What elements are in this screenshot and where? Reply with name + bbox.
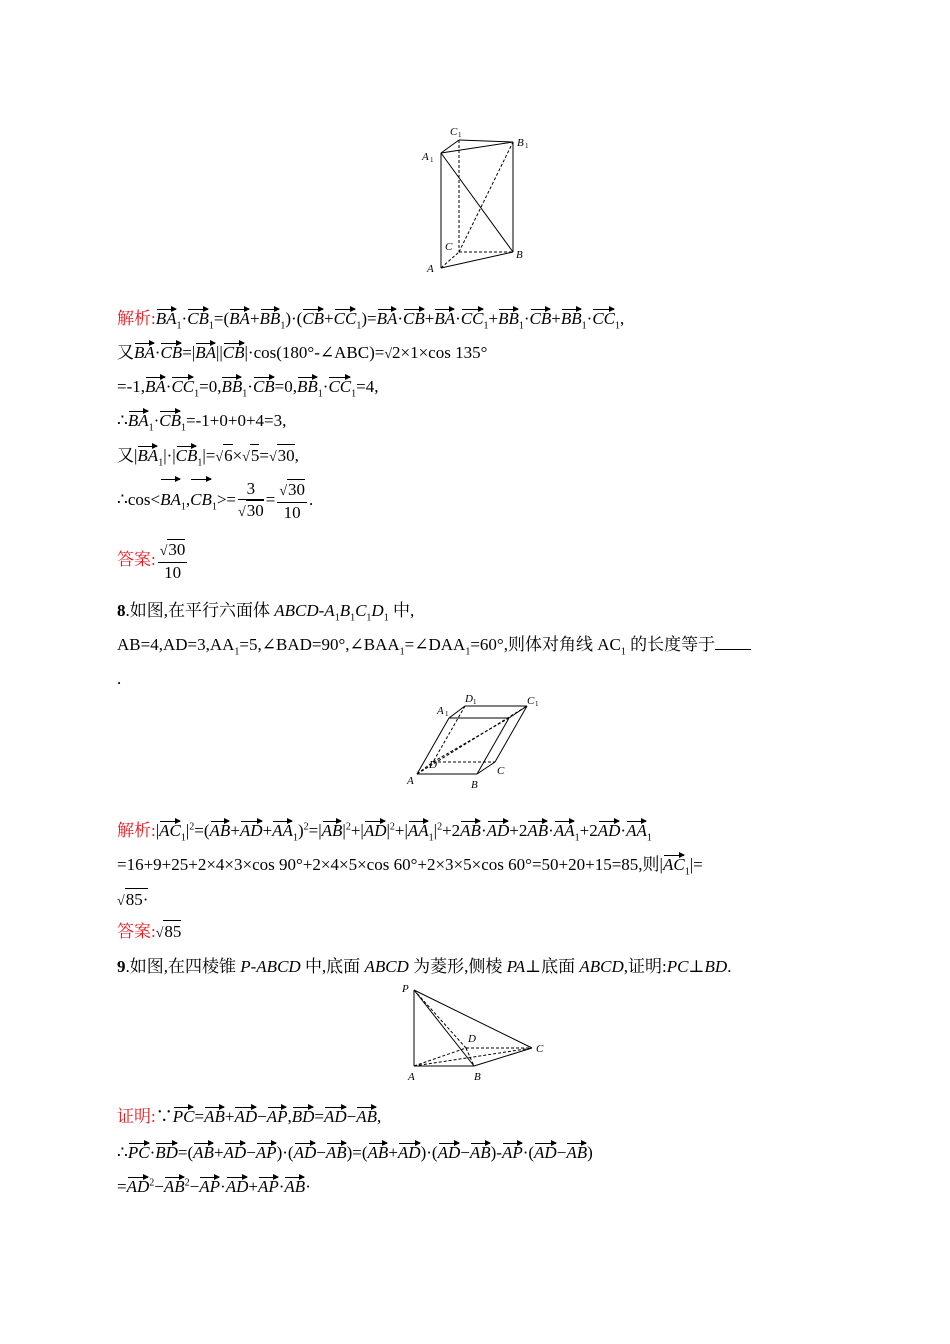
q9-proof-line-1: 证明:∵PC=AB+AD−AP,BD=AD−AB,: [117, 1107, 382, 1126]
answer-fraction: $\frac{√30}{10}$: [159, 540, 186, 583]
solution-label: 解析:: [117, 821, 156, 840]
svg-text:1: 1: [430, 156, 434, 164]
fraction-cos: $\frac{3}{√30}$: [238, 479, 264, 521]
svg-text:1: 1: [525, 142, 529, 150]
q7-solution-line-2: 又BA·CB=|BA||CB|·cos(180°-∠ABC)=√2×1×cos 135°: [117, 343, 488, 362]
prism-diagram: [415, 120, 545, 280]
q8-answer: 答案:√85: [117, 922, 182, 941]
label-c1: C: [527, 695, 535, 707]
parallelepiped-figure: [405, 688, 555, 798]
pyramid-figure: [398, 978, 558, 1088]
q9-proof-line-2: ∴PC·BD=(AB+AD−AP)·(AD−AB)=(AB+AD)·(AD−AB)-AP·(AD−AB): [117, 1143, 593, 1162]
parallelepiped-diagram: [405, 688, 555, 798]
q8-solution-line-3: √85·: [117, 890, 149, 909]
label-d: D: [429, 759, 437, 771]
label-p: P: [402, 983, 409, 995]
q9-stem: 9.如图,在四棱锥 P-ABCD 中,底面 ABCD 为菱形,侧棱 PA⊥底面 ABCD,证明:PC⊥BD.: [117, 957, 732, 976]
label-a1: A: [437, 705, 444, 717]
label-a: A: [427, 263, 434, 275]
q7-solution-line-3: $=-1,BA\cdot CC_1=0,BB_1\cdot CB=0,BB_1\cdot CC_1=4$,: [117, 377, 379, 400]
fraction-cos-result: $\frac{√30}{10}$: [279, 480, 305, 523]
answer-label: 答案:: [117, 922, 156, 941]
q7-solution-line-4: $\therefore BA_1\cdot CB_1=-1+0+0+4=3$,: [117, 411, 287, 434]
pyramid-diagram: [398, 978, 558, 1088]
label-b: B: [474, 1071, 481, 1083]
q8-stem-line-1: 8.如图,在平行六面体 ABCD-$A_1B_1C_1D_1$ 中,: [117, 601, 415, 624]
label-c: C: [445, 241, 453, 253]
label-a1: A: [422, 151, 429, 163]
label-b: B: [516, 249, 523, 261]
q7-answer: [117, 538, 189, 583]
q7-solution-line-1: 解析$:BA_1\cdot CB_1=(BA+BB_1)\cdot(CB+CC_1)=BA\cdot CB+BA\cdot CC_1+BB_1\cdot CB+BB_1\cdot CC_1$,: [117, 309, 625, 332]
q9-proof-line-3: $=AD^2-AB^2-AP\cdot AD+AP\cdot AB\cdot$: [117, 1177, 311, 1196]
q7-solution-line-6: $\therefore\cos<BA_1,CB_1>=$ $\frac{3}{√30}$ = $\frac{√30}{10}$ .: [117, 479, 314, 523]
label-d: D: [468, 1033, 476, 1045]
label-a: A: [407, 775, 414, 787]
q7-solution-line-5: 又$|BA_1|\cdot|CB_1|=√6\times√5=√30$,: [117, 446, 299, 469]
q8-solution-line-2: =16+9+25+2×4×3×cos 90°+2×4×5×cos 60°+2×3×5×cos 60°=50+20+15=85,则$|AC_1|=$: [117, 855, 703, 878]
q8-solution-line-1: 解析$:|AC_1|^2=(AB+AD+AA_1)^2=|AB|^2+|AD|^2+|AA_1|^2+2AB\cdot AD+2AB\cdot AA_1+2AD\cdot AA_1$: [117, 821, 652, 844]
svg-text:1: 1: [458, 131, 462, 139]
proof-label: 证明:: [117, 1107, 156, 1126]
label-d1: D: [465, 693, 473, 705]
prism-figure: [415, 120, 545, 280]
svg-text:1: 1: [473, 698, 477, 706]
svg-text:1: 1: [535, 700, 539, 708]
label-c: C: [497, 765, 505, 777]
label-c1: C: [450, 126, 458, 138]
label-c: C: [536, 1043, 544, 1055]
solution-label: 解析:: [117, 309, 156, 328]
svg-text:1: 1: [445, 710, 449, 718]
q8-stem-line-2: $AB=4,AD=3,AA_1=5,\angle BAD=90^\circ,\angle BAA_1=\angle DAA_1=60^\circ$,则体对角线 $AC_1$ 的长度等于: [117, 634, 751, 656]
label-b: B: [471, 779, 478, 791]
answer-blank: [715, 635, 751, 650]
answer-label: 答案:: [117, 550, 156, 569]
q8-stem-line-3: .: [117, 669, 122, 688]
label-b1: B: [517, 137, 524, 149]
label-a: A: [408, 1071, 415, 1083]
